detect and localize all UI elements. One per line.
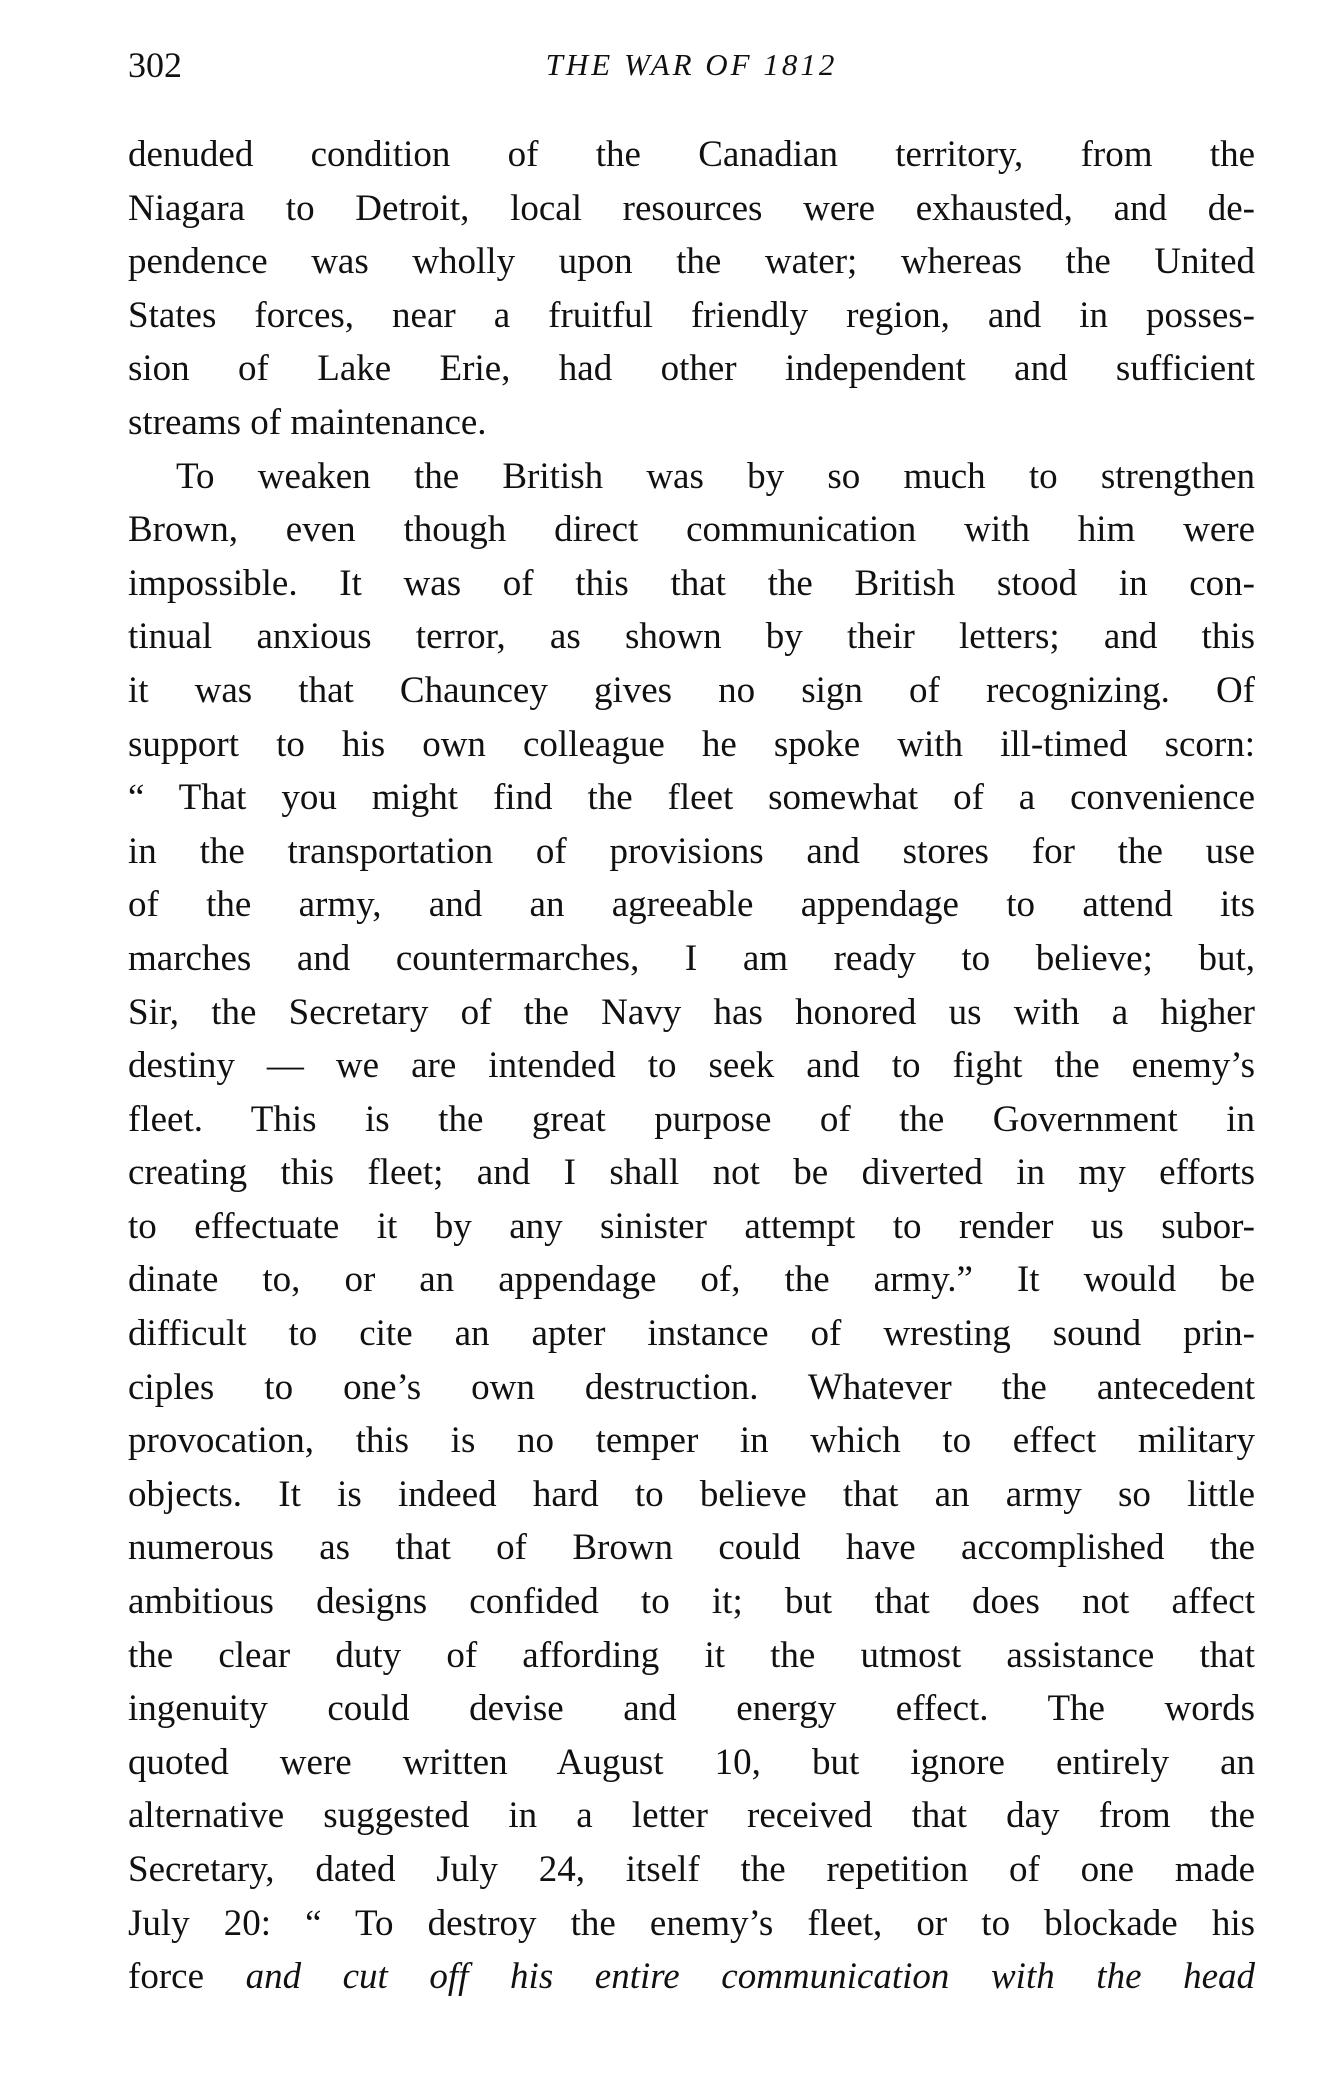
text-line: denuded condition of the Canadian territory, from the (128, 134, 1255, 175)
paragraph-1 (128, 128, 1255, 450)
text-line: the clear duty of affording it the utmost assistance that (128, 1634, 1255, 1676)
text-line: difficult to cite an apter instance of wresting sound prin- (128, 1313, 1255, 1355)
text-line: marches and countermarches, I am ready to believe; but, (128, 937, 1255, 979)
text-line: streams of maintenance. (128, 401, 487, 443)
text-line: ciples to one’s own destruction. Whatever the antecedent (128, 1366, 1255, 1408)
running-header (128, 44, 1255, 94)
text-line: provocation, this is no temper in which to effect military (128, 1420, 1255, 1462)
text-line: destiny — we are intended to seek and to fight the enemy’s (128, 1045, 1255, 1087)
text-line: support to his own colleague he spoke with ill-timed scorn: (128, 723, 1255, 765)
text-line (128, 1950, 1255, 2004)
text-line: numerous as that of Brown could have accomplished the (128, 1527, 1255, 1569)
text-line: ambitious designs confided to it; but that does not affect (128, 1581, 1255, 1623)
text-line: to effectuate it by any sinister attempt to render us subor- (128, 1205, 1255, 1247)
text-line: objects. It is indeed hard to believe that an army so little (128, 1473, 1255, 1515)
text-line: creating this fleet; and I shall not be diverted in my efforts (128, 1152, 1255, 1194)
running-title: THE WAR OF 1812 (545, 47, 838, 82)
page-body (128, 128, 1255, 2004)
text-line: quoted were written August 10, but ignore entirely an (128, 1741, 1255, 1783)
text-line: pendence was wholly upon the water; whereas the United (128, 241, 1255, 283)
text-line: impossible. It was of this that the British stood in con- (128, 562, 1255, 604)
page-number: 302 (128, 45, 182, 85)
text-line: alternative suggested in a letter received that day from the (128, 1795, 1255, 1837)
text-line: ingenuity could devise and energy effect. The words (128, 1688, 1255, 1730)
text-line: dinate to, or an appendage of, the army.” It would be (128, 1259, 1255, 1301)
roman-text: force (128, 1956, 246, 1998)
text-line: To weaken the British was by so much to strengthen (176, 455, 1255, 497)
text-line: fleet. This is the great purpose of the Government in (128, 1098, 1255, 1140)
text-line: Sir, the Secretary of the Navy has honored us with a higher (128, 991, 1255, 1033)
text-line: sion of Lake Erie, had other independent and sufficient (128, 348, 1255, 390)
text-line: it was that Chauncey gives no sign of recognizing. Of (128, 669, 1255, 711)
text-line: Niagara to Detroit, local resources were exhausted, and de- (128, 187, 1255, 229)
text-line: July 20: “ To destroy the enemy’s fleet, or to blockade his (128, 1902, 1255, 1944)
text-line: Secretary, dated July 24, itself the repetition of one made (128, 1849, 1255, 1890)
text-line: tinual anxious terror, as shown by their letters; and this (128, 616, 1255, 658)
text-line: in the transportation of provisions and stores for the use (128, 830, 1255, 872)
italic-text: and cut off his entire communication with the head (245, 1956, 1255, 1998)
text-line: Brown, even though direct communication with him were (128, 509, 1255, 551)
text-line: of the army, and an agreeable appendage to attend its (128, 884, 1255, 926)
paragraph-2 (128, 450, 1255, 2004)
text-line: States forces, near a fruitful friendly region, and in posses- (128, 294, 1255, 336)
text-line: “ That you might find the fleet somewhat of a convenience (128, 777, 1255, 819)
